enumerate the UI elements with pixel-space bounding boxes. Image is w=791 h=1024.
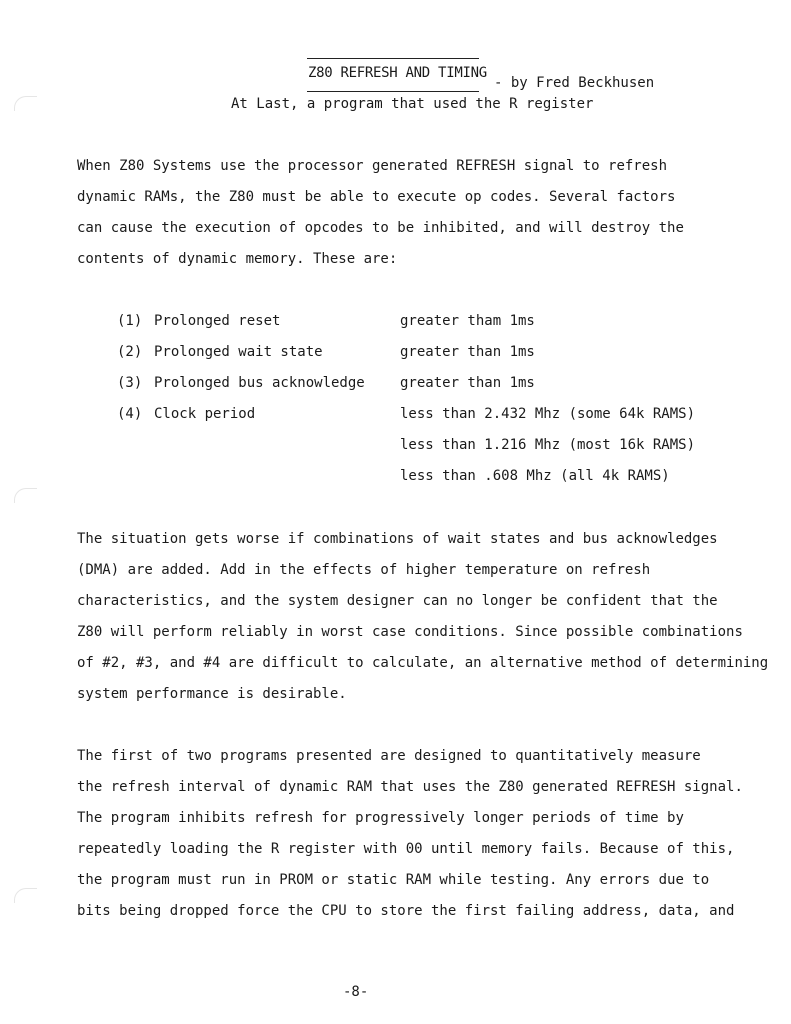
author-byline: - by Fred Beckhusen	[494, 75, 655, 91]
title-rule-bottom	[307, 91, 479, 92]
item-value: greater than 1ms	[400, 344, 535, 360]
item-number: (1)	[117, 313, 143, 329]
paragraph-line: The program inhibits refresh for progressively longer periods of time by	[77, 810, 684, 826]
situation-paragraph	[77, 530, 768, 716]
paragraph-line: can cause the execution of opcodes to be inhibited, and will destroy the	[77, 220, 684, 236]
item-value: greater than 1ms	[400, 375, 535, 391]
item-value: less than 2.432 Mhz (some 64k RAMS)	[400, 406, 696, 422]
paragraph-line: of #2, #3, and #4 are difficult to calculate, an alternative method of determining	[77, 655, 769, 671]
paragraph-line: the program must run in PROM or static RAM while testing. Any errors due to	[77, 872, 710, 888]
paragraph-line: contents of dynamic memory. These are:	[77, 251, 398, 267]
item-label: Prolonged bus acknowledge	[154, 375, 365, 391]
paragraph-line: The first of two programs presented are designed to quantitatively measure	[77, 748, 701, 764]
item-value: less than 1.216 Mhz (most 16k RAMS)	[400, 437, 696, 453]
paragraph-line: system performance is desirable.	[77, 686, 347, 702]
intro-paragraph	[77, 157, 684, 281]
item-label: Prolonged wait state	[154, 344, 323, 360]
title-rule-top	[307, 58, 479, 59]
paragraph-line: bits being dropped force the CPU to store the first failing address, data, and	[77, 903, 735, 919]
item-label: Prolonged reset	[154, 313, 281, 329]
paragraph-line: repeatedly loading the R register with 00 until memory fails. Because of this,	[77, 841, 735, 857]
paragraph-line: (DMA) are added. Add in the effects of higher temperature on refresh	[77, 562, 651, 578]
item-number: (4)	[117, 406, 143, 422]
item-label: Clock period	[154, 406, 256, 422]
document-title: Z80 REFRESH AND TIMING	[308, 65, 487, 81]
paragraph-line: When Z80 Systems use the processor generated REFRESH signal to refresh	[77, 158, 668, 174]
item-value: greater tham 1ms	[400, 313, 535, 329]
scan-mark	[14, 96, 37, 111]
paragraph-line: Z80 will perform reliably in worst case conditions. Since possible combinations	[77, 624, 743, 640]
item-number: (3)	[117, 375, 143, 391]
item-number: (2)	[117, 344, 143, 360]
item-value: less than .608 Mhz (all 4k RAMS)	[400, 468, 670, 484]
document-subtitle: At Last, a program that used the R register	[231, 96, 594, 112]
paragraph-line: The situation gets worse if combinations of wait states and bus acknowledges	[77, 531, 718, 547]
page-number: -8-	[343, 984, 369, 1000]
program-paragraph	[77, 747, 743, 933]
scan-mark	[14, 888, 37, 903]
scan-mark	[14, 488, 37, 503]
paragraph-line: characteristics, and the system designer can no longer be confident that the	[77, 593, 718, 609]
paragraph-line: the refresh interval of dynamic RAM that uses the Z80 generated REFRESH signal.	[77, 779, 743, 795]
paragraph-line: dynamic RAMs, the Z80 must be able to execute op codes. Several factors	[77, 189, 676, 205]
